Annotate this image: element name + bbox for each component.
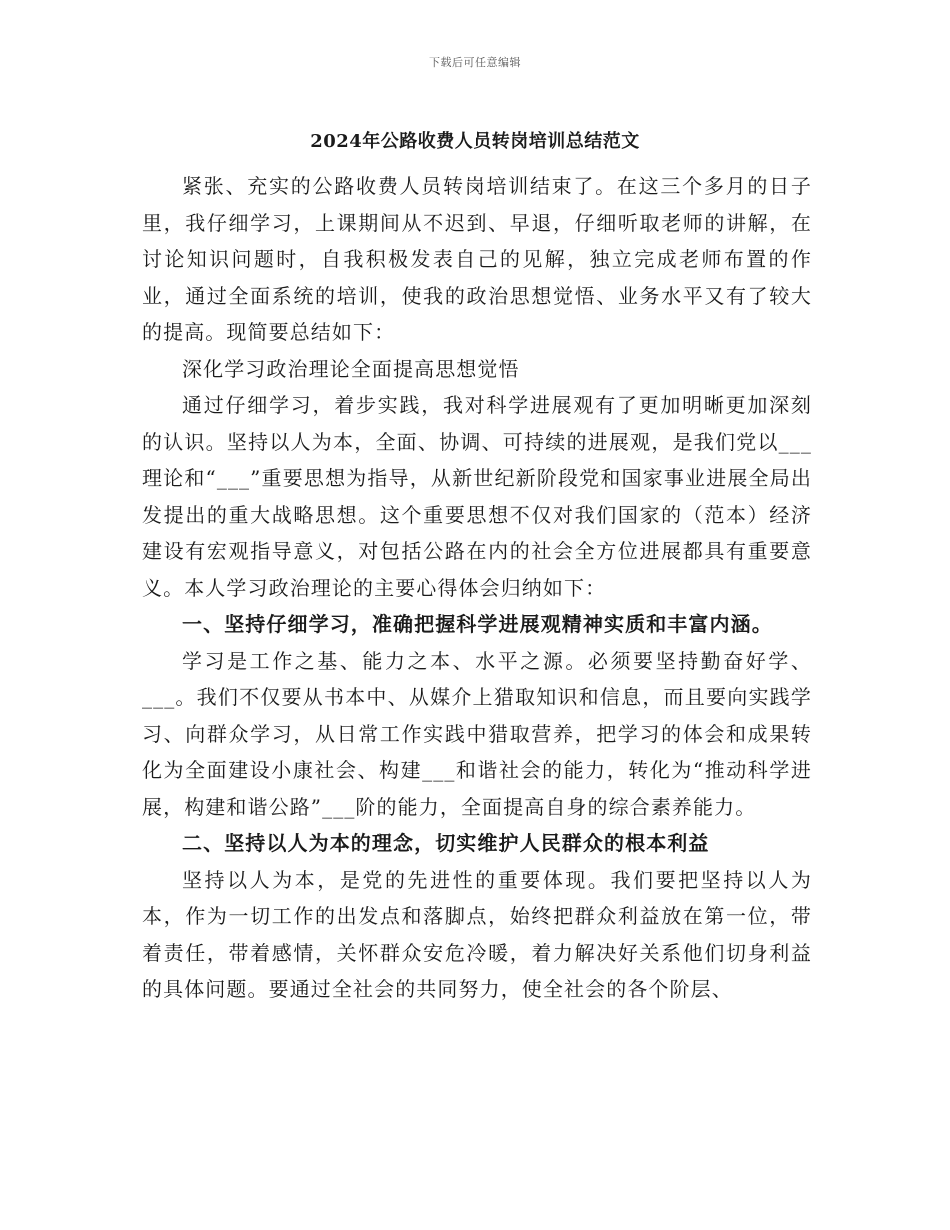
paragraph-section-label: 深化学习政治理论全面提高思想觉悟 xyxy=(182,356,520,381)
paragraph-theory: 通过仔细学习，着步实践，我对科学进展观有了更加明晰更加深刻的认识。坚持以人为本，全面、协调、可持续的进展观，是我们党以___理论和“___”重要思想为指导，从新世纪新阶段党和国家事业进展全局出发提出的重大战略思想。这个重要思想不仅对我们国家的（范本）经济建设有宏观指导意义，对包括公路在内的社会全方位进展都具有重要意义。本人学习政治理论的主要心得体会归纳如下： xyxy=(142,393,812,600)
paragraph-intro: 紧张、充实的公路收费人员转岗培训结束了。在这三个多月的日子里，我仔细学习，上课期间从不迟到、早退，仔细听取老师的讲解，在讨论知识问题时，自我积极发表自己的见解，独立完成老师布置的作业，通过全面系统的培训，使我的政治思想觉悟、业务水平又有了较大的提高。现简要总结如下： xyxy=(142,174,812,344)
section-heading-1: 一、坚持仔细学习，准确把握科学进展观精神实质和丰富内涵。 xyxy=(182,612,773,636)
section-heading-2: 二、坚持以人为本的理念，切实维护人民群众的根本利益 xyxy=(182,831,710,855)
paragraph-people-first: 坚持以人为本，是党的先进性的重要体现。我们要把坚持以人为本，作为一切工作的出发点和落脚点，始终把群众利益放在第一位，带着责任，带着感情，关怀群众安危冷暖，着力解决好关系他们切身利益的具体问题。要通过全社会的共同努力，使全社会的各个阶层、 xyxy=(142,867,812,1001)
document-body xyxy=(142,168,812,1008)
document-title: 2024年公路收费人员转岗培训总结范文 xyxy=(310,131,640,152)
paragraph-learning: 学习是工作之基、能力之本、水平之源。必须要坚持勤奋好学、___。我们不仅要从书本中、从媒介上猎取知识和信息，而且要向实践学习、向群众学习，从日常工作实践中猎取营养，把学习的体会和成果转化为全面建设小康社会、构建___和谐社会的能力，转化为“推动科学进展，构建和谐公路”___阶的能力，全面提高自身的综合素养能力。 xyxy=(142,648,812,819)
header-note: 下载后可任意编辑 xyxy=(429,56,521,69)
